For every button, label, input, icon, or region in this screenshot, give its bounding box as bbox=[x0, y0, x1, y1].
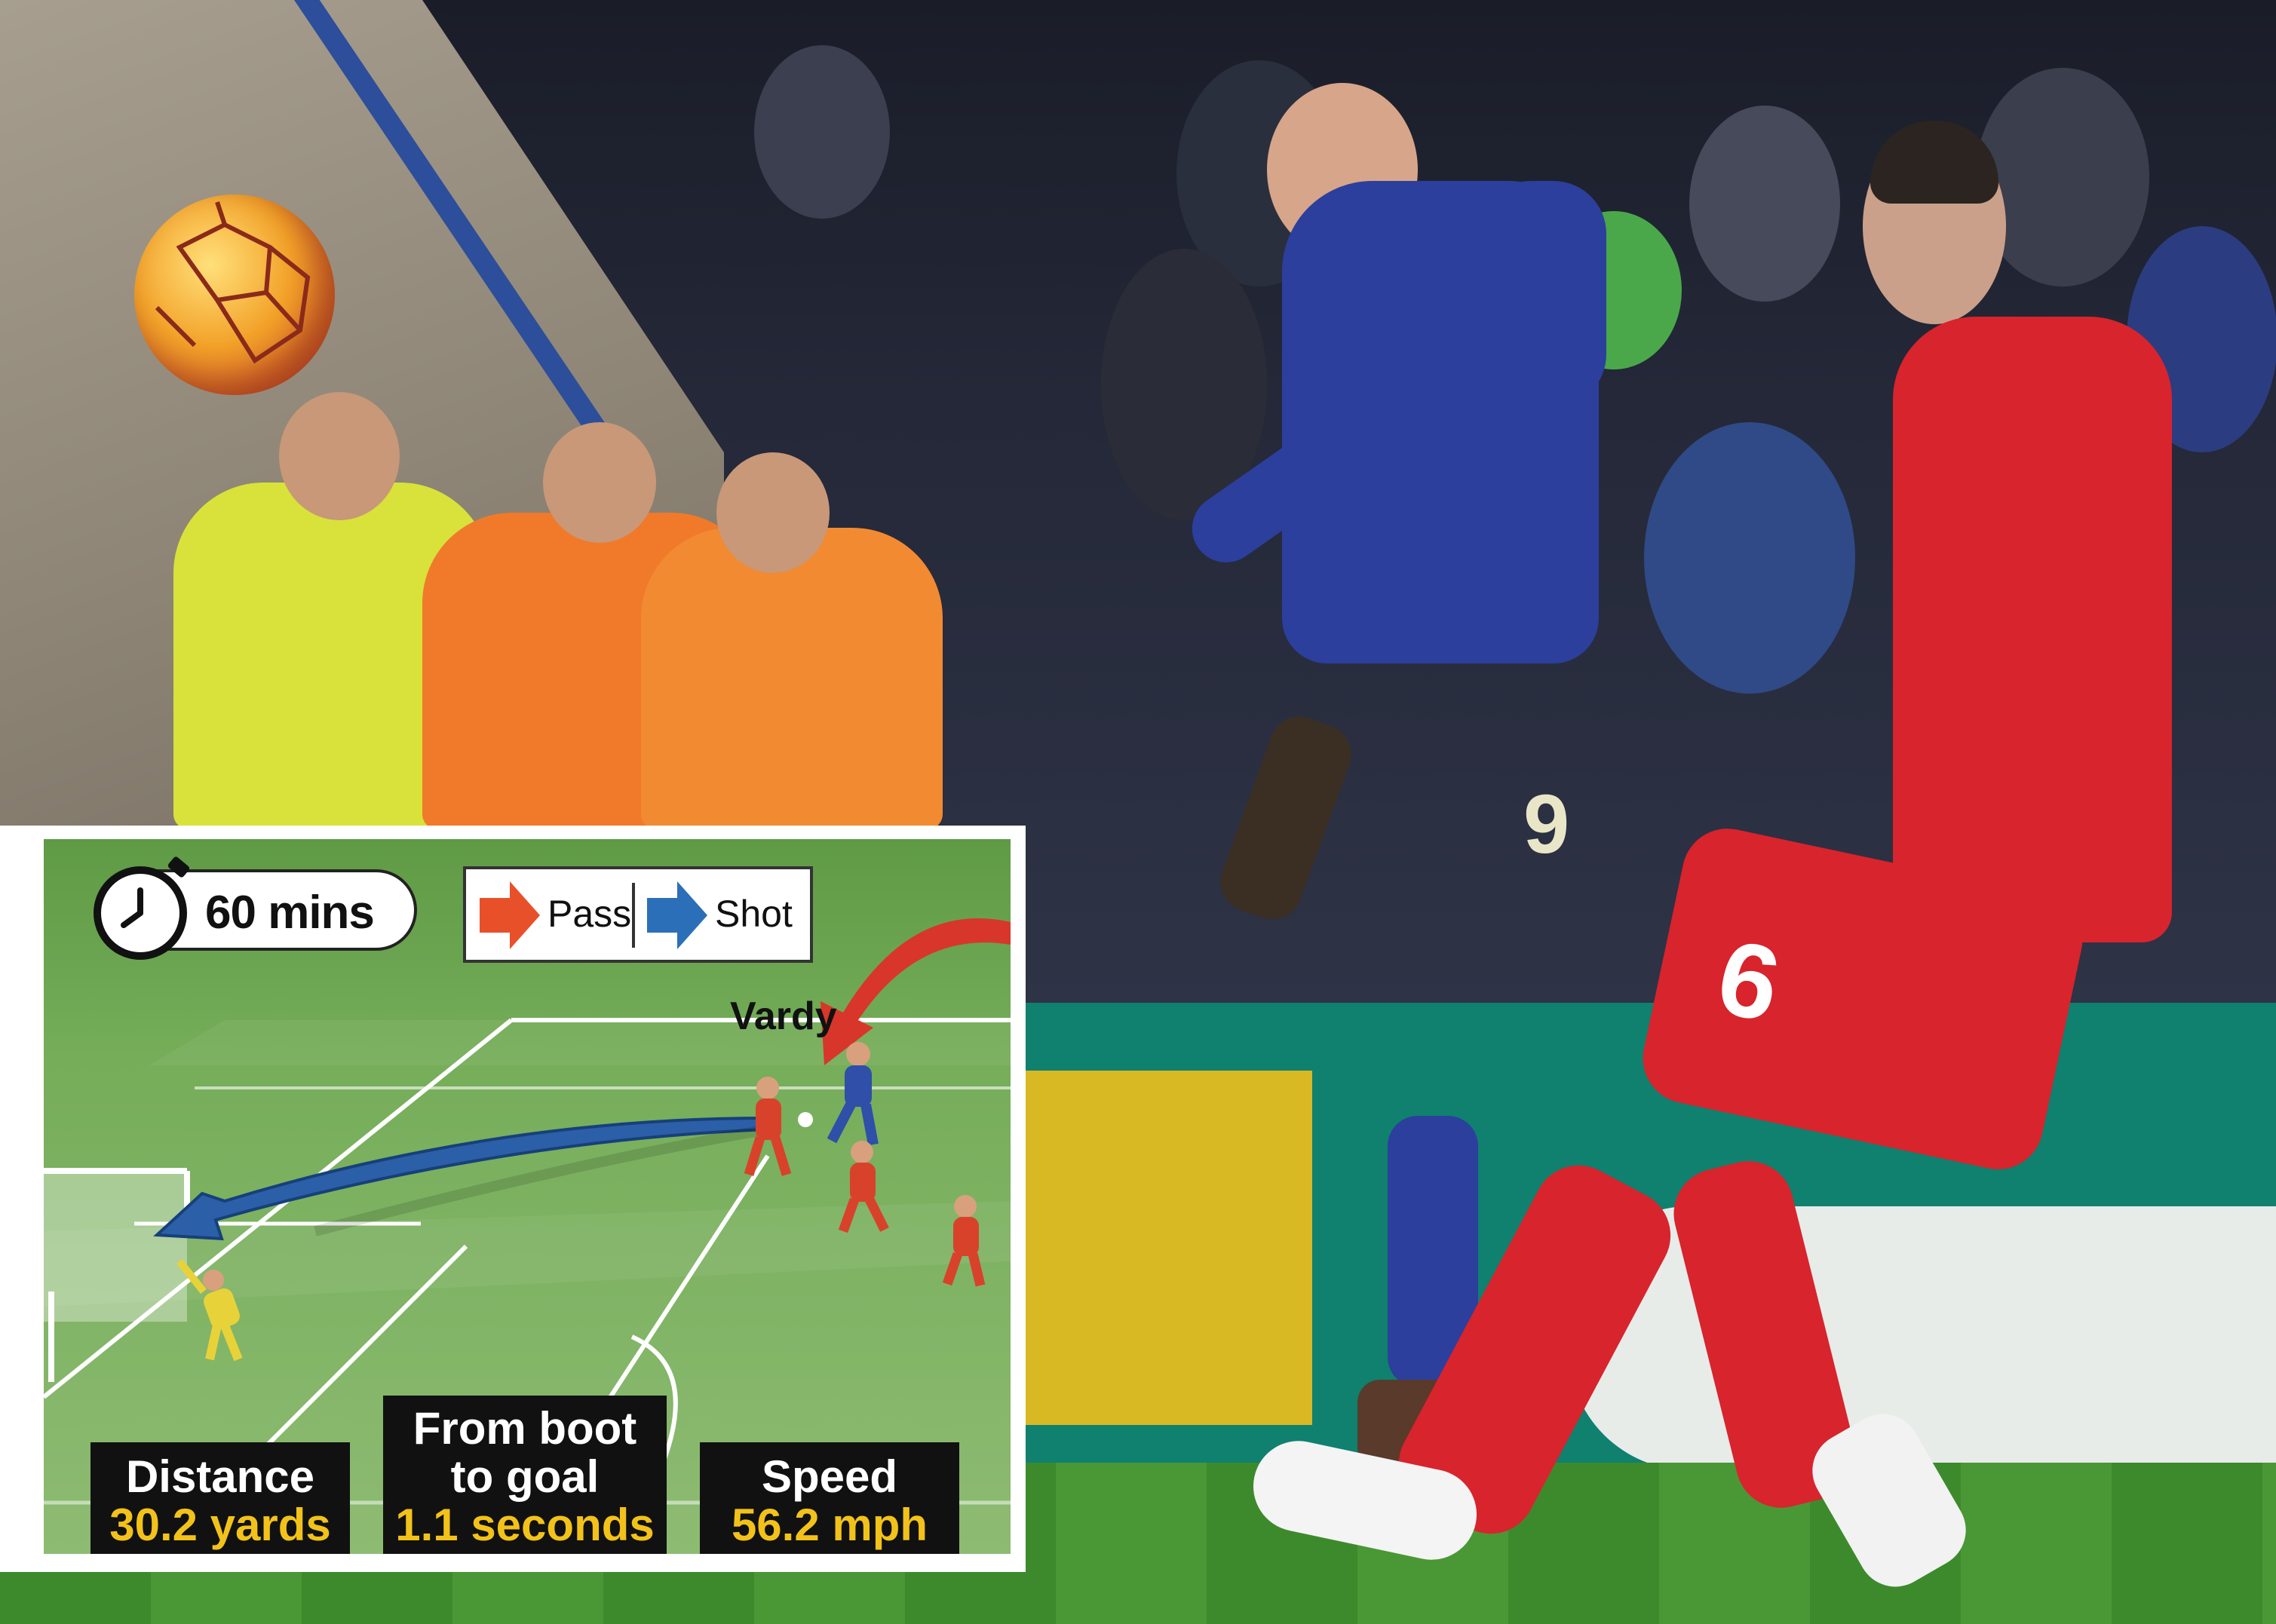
legend-shot-label: Shot bbox=[715, 893, 793, 935]
stat-time-to-goal bbox=[383, 1396, 667, 1554]
stat-speed-value: 56.2 mph bbox=[731, 1500, 928, 1550]
match-time: 60 mins bbox=[205, 887, 374, 939]
stat-distance bbox=[90, 1442, 350, 1554]
stat-time-value: 1.1 seconds bbox=[395, 1500, 655, 1550]
advertising-board-white-panel bbox=[1569, 1206, 2276, 1470]
pass-arrow-icon bbox=[480, 881, 540, 949]
pitch-diagram bbox=[44, 839, 1011, 1554]
steward-head bbox=[716, 452, 830, 573]
shot-arrow-icon bbox=[647, 881, 707, 949]
stat-time-label-line1: From boot bbox=[413, 1403, 637, 1454]
stat-distance-label: Distance bbox=[125, 1451, 315, 1502]
stat-speed bbox=[700, 1442, 959, 1554]
stat-distance-value: 30.2 yards bbox=[109, 1500, 331, 1550]
stat-time-label-line2: to goal bbox=[450, 1451, 600, 1502]
legend-pass-label: Pass bbox=[548, 893, 632, 935]
steward-orange bbox=[641, 528, 943, 829]
match-time-badge bbox=[97, 869, 417, 951]
steward-head bbox=[279, 392, 400, 520]
player-label: Vardy bbox=[730, 994, 837, 1038]
clock-icon bbox=[94, 866, 187, 960]
stat-speed-label: Speed bbox=[761, 1451, 898, 1502]
goal-net bbox=[44, 1171, 187, 1382]
steward-head bbox=[543, 422, 656, 543]
goal-graphic bbox=[0, 826, 1026, 1572]
football bbox=[134, 195, 335, 395]
red-player-number: 6 bbox=[1707, 916, 1790, 1045]
legend bbox=[463, 866, 813, 963]
advertising-board-yellow-panel bbox=[1026, 1071, 1312, 1425]
blue-player-number: 9 bbox=[1523, 778, 1570, 871]
